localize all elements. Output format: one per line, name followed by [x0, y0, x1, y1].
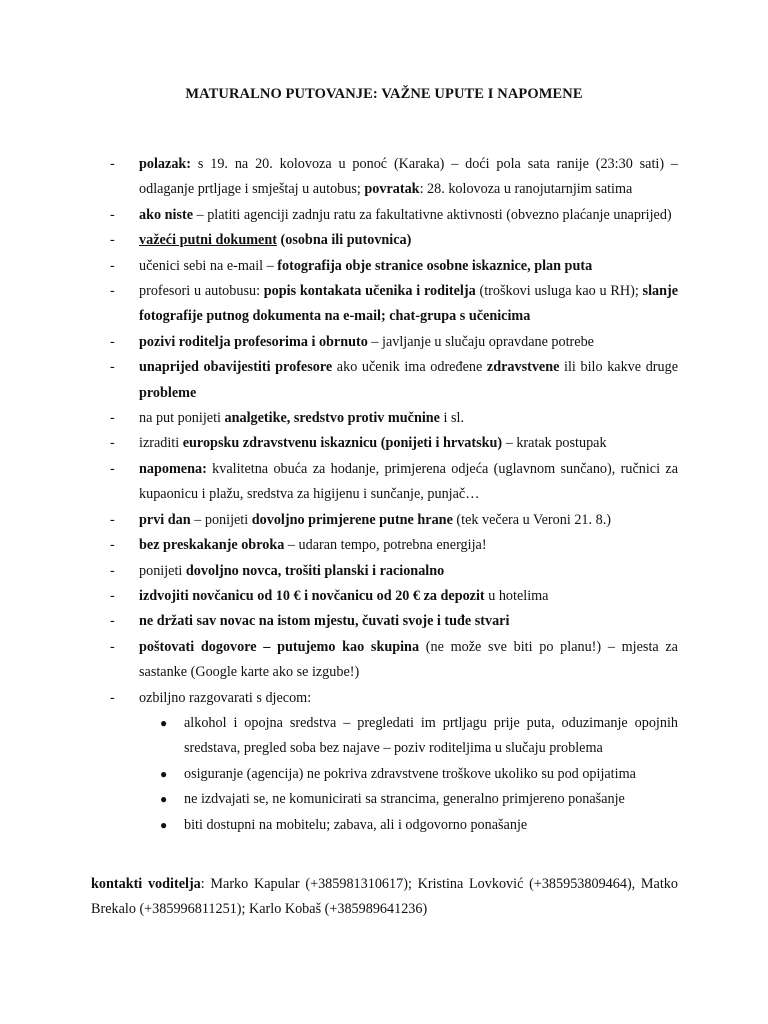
sub-list-item-text: osiguranje (agencija) ne pokriva zdravstvene troškove ukoliko su pod opijatima [184, 765, 636, 782]
bold-text: slanje fotografije putnog dokumenta na e-mail; chat-grupa s učenicima [139, 283, 679, 325]
text: (tek večera u Veroni 21. 8.) [452, 511, 611, 528]
text: (troškovi usluga kao u RH); [475, 283, 643, 300]
sub-list-item [160, 711, 678, 762]
list-item-text [139, 639, 678, 680]
list-item [110, 686, 678, 711]
list-item-text [139, 283, 678, 324]
list-item [110, 609, 678, 634]
dash-marker: - [110, 587, 115, 604]
bold-text: unaprijed obavijestiti profesore [139, 359, 333, 376]
sub-list-item [160, 762, 678, 787]
dash-marker: - [110, 257, 115, 274]
bold-text: prvi dan [139, 511, 191, 528]
sub-list-item-text: biti dostupni na mobitelu; zabava, ali i odgovorno ponašanje [184, 816, 528, 833]
instruction-items [110, 152, 678, 711]
text: – ponijeti [190, 511, 252, 528]
list-item [110, 559, 678, 584]
sub-list-item [160, 813, 678, 838]
text: : 28. kolovoza u ranojutarnjim satima [419, 181, 633, 198]
bold-text: ako niste [139, 206, 193, 223]
text: – kratak postupak [502, 435, 607, 452]
dash-marker: - [110, 435, 115, 452]
bold-text: važeći putni dokument [139, 232, 277, 249]
text: ozbiljno razgovarati s djecom: [139, 689, 312, 706]
text: – platiti agenciji zadnju ratu za fakultativne aktivnosti (obvezno plaćanje unaprijed) [193, 206, 672, 223]
page-title: MATURALNO PUTOVANJE: VAŽNE UPUTE I NAPOMENE [185, 86, 583, 102]
list-item-text [139, 461, 678, 502]
bold-text: analgetike, sredstvo protiv mučnine [224, 410, 440, 427]
text: – udaran tempo, potrebna energija! [284, 537, 487, 554]
text: (ne može sve biti po planu!) – mjesta za sastanke (Google karte ako se izgube!) [139, 638, 678, 681]
bold-text: povratak [364, 181, 420, 198]
list-item [110, 355, 678, 406]
text: ili bilo kakve druge [559, 359, 679, 376]
dash-marker: - [110, 613, 115, 630]
sub-list-item-text: alkohol i opojna sredstva – pregledati im prtljagu prije puta, oduzimanje opojnih sredstava, pregled soba bez najave – poziv roditeljima u slučaju problema [184, 714, 678, 757]
bold-text: bez preskakanje obroka [139, 537, 285, 554]
bold-text: zdravstvene [486, 359, 560, 376]
list-item-text [139, 156, 678, 197]
bold-text: dovoljno primjerene putne hrane [251, 511, 453, 528]
talk-subitems [160, 711, 678, 838]
contacts-paragraph [91, 872, 678, 923]
text: ponijeti [139, 562, 186, 579]
list-item [110, 330, 678, 355]
bullet-icon: ● [160, 715, 168, 730]
bold-text: poštovati dogovore – putujemo kao skupina [139, 638, 420, 655]
bold-text: fotografija obje stranice osobne iskaznice, plan puta [277, 257, 593, 274]
dash-marker: - [110, 410, 115, 427]
bold-text: polazak: [139, 156, 192, 172]
dash-marker: - [110, 283, 115, 300]
bold-text: napomena: [139, 460, 207, 477]
sub-list-item [160, 787, 678, 812]
bold-text: ne držati sav novac na istom mjestu, čuvati svoje i tuđe stvari [139, 613, 510, 630]
dash-marker: - [110, 511, 115, 528]
list-item [110, 254, 678, 279]
list-item-text [139, 563, 444, 579]
text: profesori u autobusu: [139, 283, 264, 300]
list-item-text [139, 359, 678, 400]
list-item [110, 431, 678, 456]
dash-marker: - [110, 156, 115, 172]
dash-marker: - [110, 206, 115, 223]
list-item [110, 533, 678, 558]
dash-marker: - [110, 460, 115, 477]
list-item-text [139, 410, 464, 426]
dash-marker: - [110, 232, 115, 249]
bold-text: pozivi roditelja profesorima i obrnuto [139, 333, 368, 350]
list-item [110, 457, 678, 508]
list-item-text [139, 207, 672, 223]
list-item [110, 279, 678, 330]
bullet-icon: ● [160, 817, 168, 832]
bold-text: (osobna ili putovnica) [276, 232, 412, 249]
bold-text: dovoljno novca, trošiti planski i racionalno [185, 562, 445, 579]
list-item [110, 508, 678, 533]
list-item [110, 635, 678, 686]
text: : Marko Kapular (+385981310617); Kristina Lovković (+385953809464), Matko Brekalo (+385996811251); Karlo Kobaš (+385989641236) [91, 876, 678, 918]
text: s 19. na 20. kolovoza u ponoć (Karaka) – doći pola sata ranije (23:30 sati) – odlaganje prtljage i smještaj u autobus; [139, 156, 678, 198]
list-item-text [139, 537, 487, 553]
list-item-text [139, 258, 592, 274]
bold-text: izdvojiti novčanicu od 10 € i novčanicu od 20 € za depozit [139, 587, 485, 604]
text: na put ponijeti [139, 410, 225, 427]
list-item-text [139, 334, 594, 350]
bold-text: europsku zdravstvenu iskaznicu (ponijeti i hrvatsku) [182, 435, 503, 452]
list-item [110, 228, 678, 253]
bold-text: kontakti voditelja [91, 876, 201, 892]
list-item-text [139, 690, 311, 706]
instruction-list [110, 152, 678, 838]
list-item-text [139, 232, 411, 248]
sub-list-item-text: ne izdvajati se, ne komunicirati sa strancima, generalno primjereno ponašanje [184, 791, 625, 808]
bullet-icon: ● [160, 792, 168, 807]
list-item [110, 203, 678, 228]
list-item [110, 152, 678, 203]
list-item-text [139, 435, 607, 451]
text: učenici sebi na e-mail – [139, 257, 278, 274]
text: izraditi [139, 435, 183, 452]
dash-marker: - [110, 562, 115, 579]
dash-marker: - [110, 537, 115, 554]
bold-text: probleme [139, 384, 197, 401]
list-item-text [139, 588, 548, 604]
text: kvalitetna obuća za hodanje, primjerena odjeća (uglavnom sunčano), ručnici za kupaonicu i plažu, sredstva za higijenu i sunčanje, punjač… [139, 460, 678, 503]
text: i sl. [439, 410, 465, 427]
text: ako učenik ima određene [332, 359, 487, 376]
list-item-text [139, 613, 509, 629]
dash-marker: - [110, 689, 115, 706]
list-item [110, 584, 678, 609]
text: – javljanje u slučaju opravdane potrebe [367, 333, 594, 350]
list-item-text [139, 512, 611, 528]
list-item [110, 406, 678, 431]
dash-marker: - [110, 638, 115, 655]
dash-marker: - [110, 359, 115, 376]
bullet-icon: ● [160, 766, 168, 781]
bold-text: popis kontakata učenika i roditelja [263, 283, 476, 300]
dash-marker: - [110, 333, 115, 350]
text: u hotelima [484, 587, 549, 604]
